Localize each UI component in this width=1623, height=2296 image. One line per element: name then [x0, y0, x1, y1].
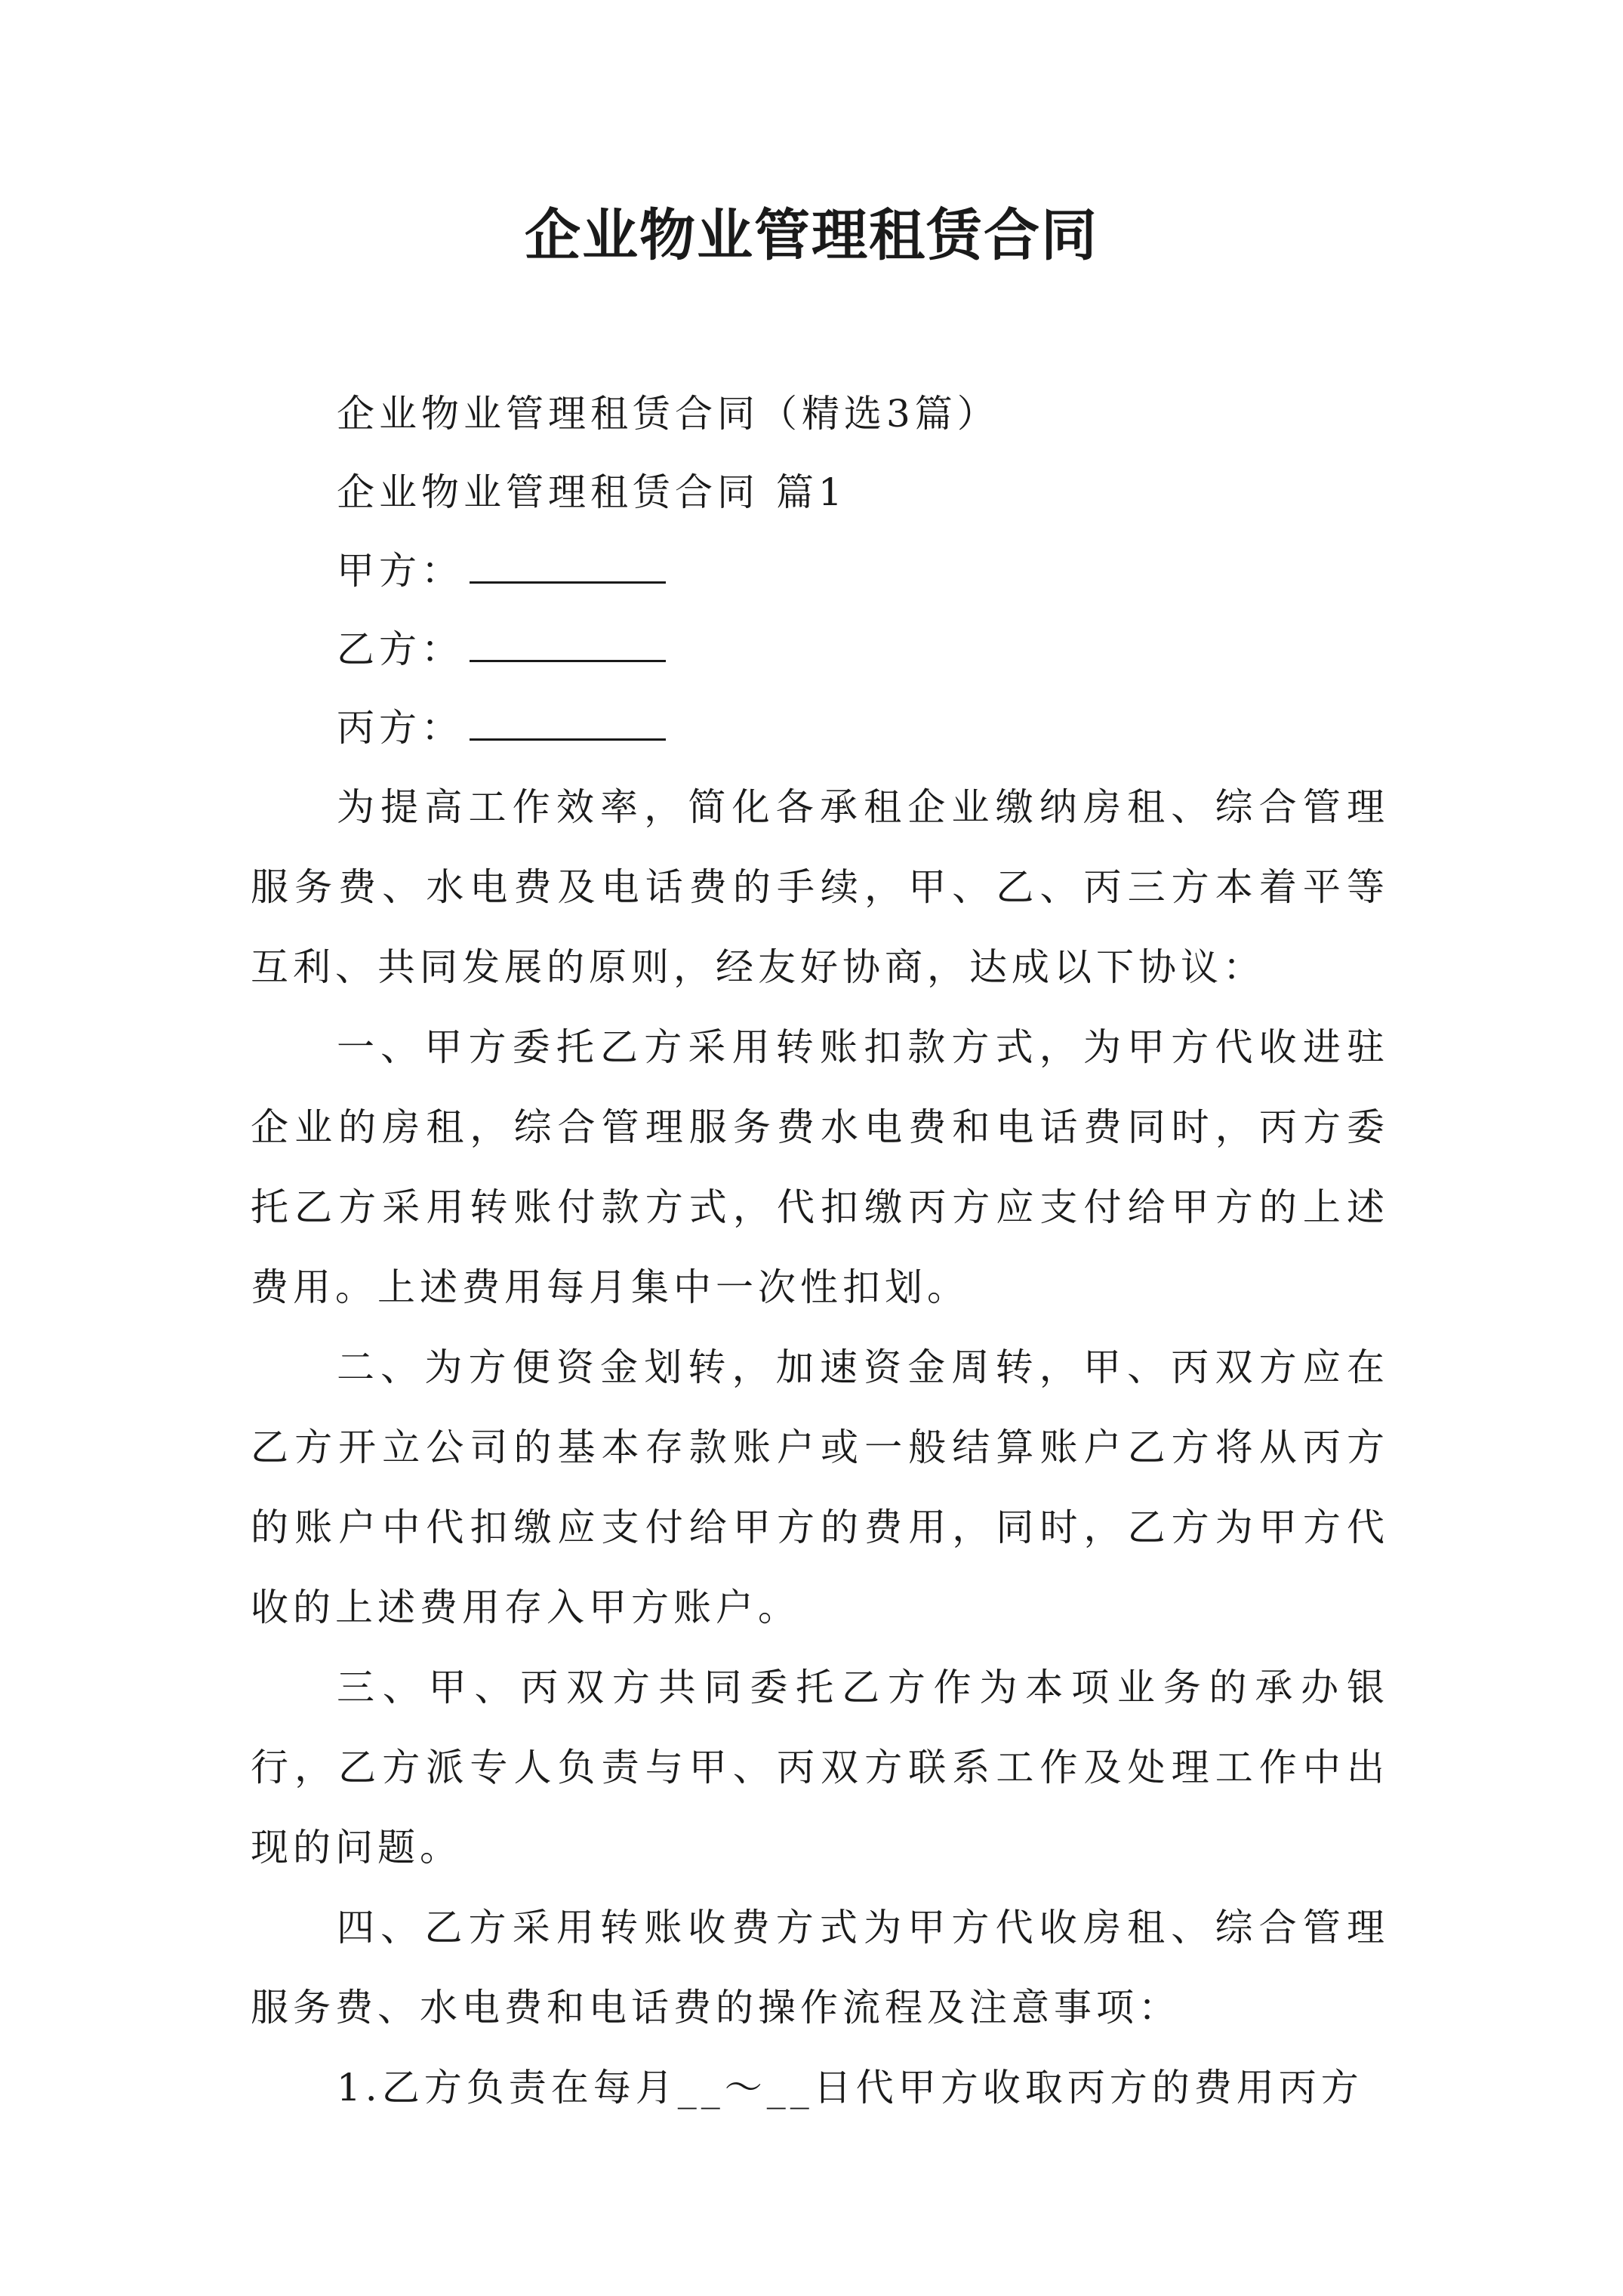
paragraph-intro: 为提高工作效率，简化各承租企业缴纳房租、综合管理服务费、水电费及电话费的手续，甲、乙、丙三方本着平等互利、共同发展的原则，经友好协商，达成以下协议： [251, 785, 1389, 989]
party-label-c: 丙方： [337, 706, 463, 750]
party-blank-c[interactable] [470, 693, 666, 741]
document-subtitle: 企业物业管理租赁合同（精选3篇） [337, 392, 999, 436]
party-label-b: 乙方： [337, 627, 463, 671]
paragraph-clause-4: 四、乙方采用转账收费方式为甲方代收房租、综合管理服务费、水电费和电话费的操作流程及注意事项： [251, 1906, 1389, 2029]
party-line-c [251, 689, 1389, 767]
section-heading: 企业物业管理租赁合同 篇1 [337, 470, 847, 514]
paragraph-clause-4-item-1: 1.乙方负责在每月__～__日代甲方收取丙方的费用丙方 [337, 2066, 1363, 2110]
party-line-a [251, 532, 1389, 610]
document-body [251, 374, 1389, 2128]
document-title: 企业物业管理租赁合同 [525, 203, 1098, 268]
party-line-b [251, 610, 1389, 689]
party-blank-b[interactable] [470, 615, 666, 662]
paragraph-clause-3: 三、甲、丙双方共同委托乙方作为本项业务的承办银行，乙方派专人负责与甲、丙双方联系工作及处理工作中出现的问题。 [251, 1666, 1389, 1869]
paragraph-clause-1: 一、甲方委托乙方采用转账扣款方式，为甲方代收进驻企业的房租，综合管理服务费水电费和电话费同时，丙方委托乙方采用转账付款方式，代扣缴丙方应支付给甲方的上述费用。上述费用每月集中一次性扣划。 [251, 1025, 1389, 1309]
paragraph-clause-2: 二、为方便资金划转，加速资金周转，甲、丙双方应在乙方开立公司的基本存款账户或一般结算账户乙方将从丙方的账户中代扣缴应支付给甲方的费用，同时，乙方为甲方代收的上述费用存入甲方账户。 [251, 1345, 1389, 1629]
party-blank-a[interactable] [470, 536, 666, 584]
party-label-a: 甲方： [337, 549, 463, 593]
